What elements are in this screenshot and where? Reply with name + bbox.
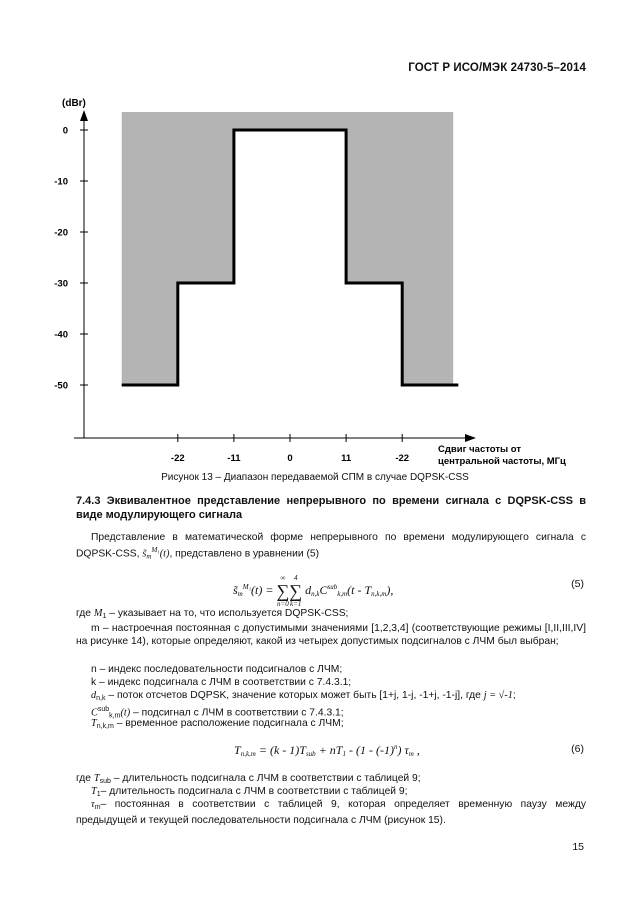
eq6-c-sub: 1 (342, 750, 346, 758)
def-tsub-symbol: T (93, 773, 100, 784)
def-m1-text: – указывает на то, что используется DQPSK-CSS; (106, 608, 349, 619)
equation-6-number: (6) (571, 743, 584, 755)
def-t1-sub: 1 (96, 791, 101, 798)
def-tau (76, 798, 586, 827)
eq6-b-sub: sub (305, 750, 316, 758)
eq5-sum2-top: 4 (293, 574, 298, 582)
eq5-d: d (305, 582, 312, 597)
x-tick-label: 11 (341, 453, 352, 464)
eq5-end: ), (386, 582, 394, 597)
eq5-sum1-bottom: n=0 (276, 600, 289, 608)
eq5-c: C (319, 582, 328, 597)
eq5-d-sub: n,k (311, 589, 320, 598)
x-tick-label: 0 (287, 453, 293, 464)
def-d-symbol: d (91, 690, 97, 701)
def-t1-text: – длительность подсигнала с ЛЧМ в соответствии с таблицей 9; (100, 786, 408, 797)
eq6-a-sub: n,k,m (240, 750, 256, 758)
eq5-c-sub: k,m (337, 589, 348, 598)
x-tick-label: -22 (395, 453, 410, 464)
intro-symbol-sub: m (146, 552, 152, 561)
intro-symbol-sup: M₁ (151, 546, 160, 554)
def-m1-symbol: M (93, 608, 103, 619)
y-tick-label: -20 (54, 227, 68, 239)
equation-6 (234, 743, 420, 758)
equation-5-number: (5) (571, 578, 584, 590)
def-m1 (76, 607, 586, 623)
eq5-sum2: 4 ∑ k=1 (289, 574, 303, 608)
y-axis-arrow (80, 110, 88, 121)
eq5-tail: (t - T (347, 582, 372, 597)
eq5-tail-sub: n,k,m (371, 589, 387, 598)
def-c-symbol: C (91, 707, 98, 719)
eq6-e: ) τ (397, 743, 409, 757)
y-tick-label: -30 (54, 278, 68, 290)
def-c-sup: sub (97, 706, 110, 713)
y-ticks (54, 126, 88, 392)
def-d-sub: n,k (96, 695, 106, 702)
def-c-sub: k,m (109, 712, 121, 720)
def-d-text: – поток отсчетов DQPSK, значение которых может быть [1+j, 1-j, -1+j, -1-j], где (105, 690, 484, 701)
eq6-d: - (1 - (-1) (345, 743, 394, 757)
intro-symbol: s̃ (142, 548, 147, 560)
def-m1-prefix: где (76, 608, 94, 619)
eq5-lhs-sup: M₁ (242, 582, 251, 591)
document-header: ГОСТ Р ИСО/МЭК 24730-5–2014 (408, 62, 586, 74)
intro-text-a: Представление в математической форме непрерывного по времени модулирующего сигнала с DQPSK-CSS, (76, 532, 586, 560)
def-m: m – настроечная постоянная с допустимыми значениями [1,2,3,4] (соответствующие режимы [I,II,III,IV] на рисунке 14), которые определяют, какой из четырех допустимых подсигналов с ЛЧМ был выбран; (76, 623, 586, 647)
def-d-j: j = √-1 (483, 690, 513, 701)
eq5-sum2-bottom: k=1 (290, 600, 302, 608)
def-t-text: – временное расположение подсигнала с ЛЧМ; (113, 718, 344, 729)
def-n: n – индекс последовательности подсигналов с ЛЧМ; (91, 664, 343, 675)
def-k: k – индекс подсигнала с ЛЧМ в соответствии с 7.4.3.1; (91, 677, 352, 688)
eq5-c-sup: sub (327, 582, 338, 591)
eq6-f: , (413, 743, 420, 757)
eq6-b: = (k - 1)T (255, 743, 306, 757)
def-tsub-sub: sub (99, 778, 111, 785)
eq5-sum1-top: ∞ (280, 574, 286, 582)
eq5-lhs-arg: (t) = (251, 582, 277, 597)
intro-paragraph (76, 531, 586, 563)
x-tick-label: -11 (227, 453, 241, 464)
def-d-end: ; (512, 690, 516, 701)
figure-caption: Рисунок 13 – Диапазон передаваемой СПМ в случае DQPSK-CSS (161, 472, 469, 483)
intro-symbol-arg: (t) (159, 548, 170, 560)
def-t1-symbol: T (91, 786, 97, 797)
def-t-sub: n,k,m (96, 723, 114, 730)
x-axis-arrow (465, 434, 476, 442)
equation-5 (233, 574, 393, 608)
def-tau-symbol: τ (91, 799, 95, 810)
eq5-lhs-sub: m (237, 589, 243, 598)
y-unit-label: (dBr) (62, 98, 86, 109)
x-title-line2: центральной частоты, МГц (438, 456, 566, 467)
def-tau-text: – постоянная в соответствии с таблицей 9, которая определяет временную паузу между предыдущей и текущей последовательности подсигнала с ЛЧМ (рисунок 15). (76, 799, 586, 826)
y-tick-label: -10 (54, 176, 68, 188)
eq6-c: + nT (315, 743, 343, 757)
section-title: 7.4.3 Эквивалентное представление непрерывного по времени сигнала с DQPSK-CSS в виде модулирующего сигнала (76, 495, 586, 521)
def-c-arg: (t) (120, 707, 131, 719)
eq6-a: T (234, 743, 241, 757)
def-t-symbol: T (91, 718, 97, 729)
x-tick-label: -22 (170, 453, 185, 464)
def-c-text: – подсигнал с ЛЧМ в соответствии с 7.4.3.1; (130, 707, 344, 719)
def-tau-sub: m (94, 804, 101, 811)
intro-text-b: , представлено в уравнении (5) (169, 548, 320, 560)
def-t (76, 717, 586, 733)
x-title-line1: Сдвиг частоты от (438, 444, 521, 455)
y-tick-label: 0 (62, 125, 68, 137)
def-m1-sub: 1 (102, 613, 107, 620)
def-tsub-prefix: где (76, 773, 94, 784)
y-tick-label: -40 (54, 329, 68, 341)
y-tick-label: -50 (54, 380, 68, 392)
eq5-sum1: ∞ ∑ n=0 (276, 574, 290, 608)
eq6-d-sup: n (393, 743, 398, 751)
eq6-e-sub: m (408, 750, 414, 758)
def-tsub-text: – длительность подсигнала с ЛЧМ в соответствии с таблицей 9; (110, 773, 421, 784)
page-number: 15 (572, 841, 584, 853)
eq5-lhs: s̃ (233, 582, 238, 597)
